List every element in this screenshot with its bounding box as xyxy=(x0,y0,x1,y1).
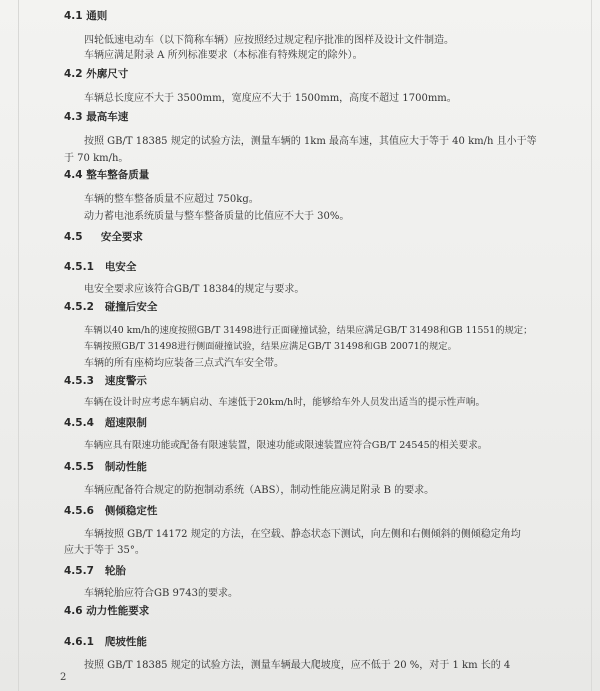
section-heading: 4.5 安全要求 xyxy=(64,231,143,243)
paragraph-line: 按照 GB/T 18385 规定的试验方法，测量车辆最大爬坡度，应不低于 20 %，对于 1 km 长的 4 xyxy=(84,660,511,671)
paragraph-line: 车辆应具有限速功能或配备有限速装置，限速功能或限速装置应符合GB/T 24545的相关要求。 xyxy=(84,440,488,451)
paragraph-line: 应大于等于 35°。 xyxy=(64,545,145,556)
paragraph-line: 按照 GB/T 18385 规定的试验方法，测量车辆的 1km 最高车速，其值应大于等于 40 km/h 且小于等 xyxy=(84,136,537,147)
page-edge-right xyxy=(591,0,592,691)
paragraph-line: 于 70 km/h。 xyxy=(64,153,129,164)
subsection-heading: 4.6.1 爬坡性能 xyxy=(64,636,147,648)
paragraph-line: 车辆按照GB/T 31498进行侧面碰撞试验，结果应满足GB/T 31498和GB 20071的规定。 xyxy=(84,341,457,352)
paragraph-line: 车辆轮胎应符合GB 9743的要求。 xyxy=(84,588,238,599)
paragraph-line: 动力蓄电池系统质量与整车整备质量的比值应不大于 30%。 xyxy=(84,211,350,222)
section-heading: 4.3 最高车速 xyxy=(64,111,129,123)
paragraph-line: 车辆应配备符合规定的防抱制动系统（ABS），制动性能应满足附录 B 的要求。 xyxy=(84,485,435,496)
section-heading: 4.2 外廓尺寸 xyxy=(64,68,129,80)
page-edge-left xyxy=(18,0,19,691)
subsection-heading: 4.5.3 速度警示 xyxy=(64,375,147,387)
subsection-heading: 4.5.5 制动性能 xyxy=(64,461,147,473)
paragraph-line: 车辆总长度应不大于 3500mm，宽度应不大于 1500mm，高度不超过 1700mm。 xyxy=(84,93,457,104)
subsection-heading: 4.5.6 侧倾稳定性 xyxy=(64,505,158,517)
page-number: 2 xyxy=(60,672,67,683)
section-heading: 4.6 动力性能要求 xyxy=(64,605,150,617)
paragraph-line: 四轮低速电动车（以下简称车辆）应按照经过规定程序批准的图样及设计文件制造。 xyxy=(84,35,454,46)
subsection-heading: 4.5.2 碰撞后安全 xyxy=(64,301,158,313)
paragraph-line: 车辆的所有座椅均应装备三点式汽车安全带。 xyxy=(84,358,284,369)
subsection-heading: 4.5.4 超速限制 xyxy=(64,417,147,429)
subsection-heading: 4.5.1 电安全 xyxy=(64,261,137,273)
paragraph-line: 车辆按照 GB/T 14172 规定的方法，在空载、静态状态下测试，向左侧和右侧倾斜的侧倾稳定角均 xyxy=(84,529,521,540)
paragraph-line: 电安全要求应该符合GB/T 18384的规定与要求。 xyxy=(84,284,305,295)
paragraph-line: 车辆以40 km/h的速度按照GB/T 31498进行正面碰撞试验，结果应满足GB/T 31498和GB 11551的规定； xyxy=(84,325,533,336)
paragraph-line: 车辆在设计时应考虑车辆启动、车速低于20km/h时，能够给车外人员发出适当的提示性声响。 xyxy=(84,397,486,408)
subsection-heading: 4.5.7 轮胎 xyxy=(64,565,126,577)
section-heading: 4.1 通则 xyxy=(64,10,108,22)
paragraph-line: 车辆应满足附录 A 所列标准要求（本标准有特殊规定的除外）。 xyxy=(84,50,363,61)
section-heading: 4.4 整车整备质量 xyxy=(64,169,150,181)
paragraph-line: 车辆的整车整备质量不应超过 750kg。 xyxy=(84,194,259,205)
